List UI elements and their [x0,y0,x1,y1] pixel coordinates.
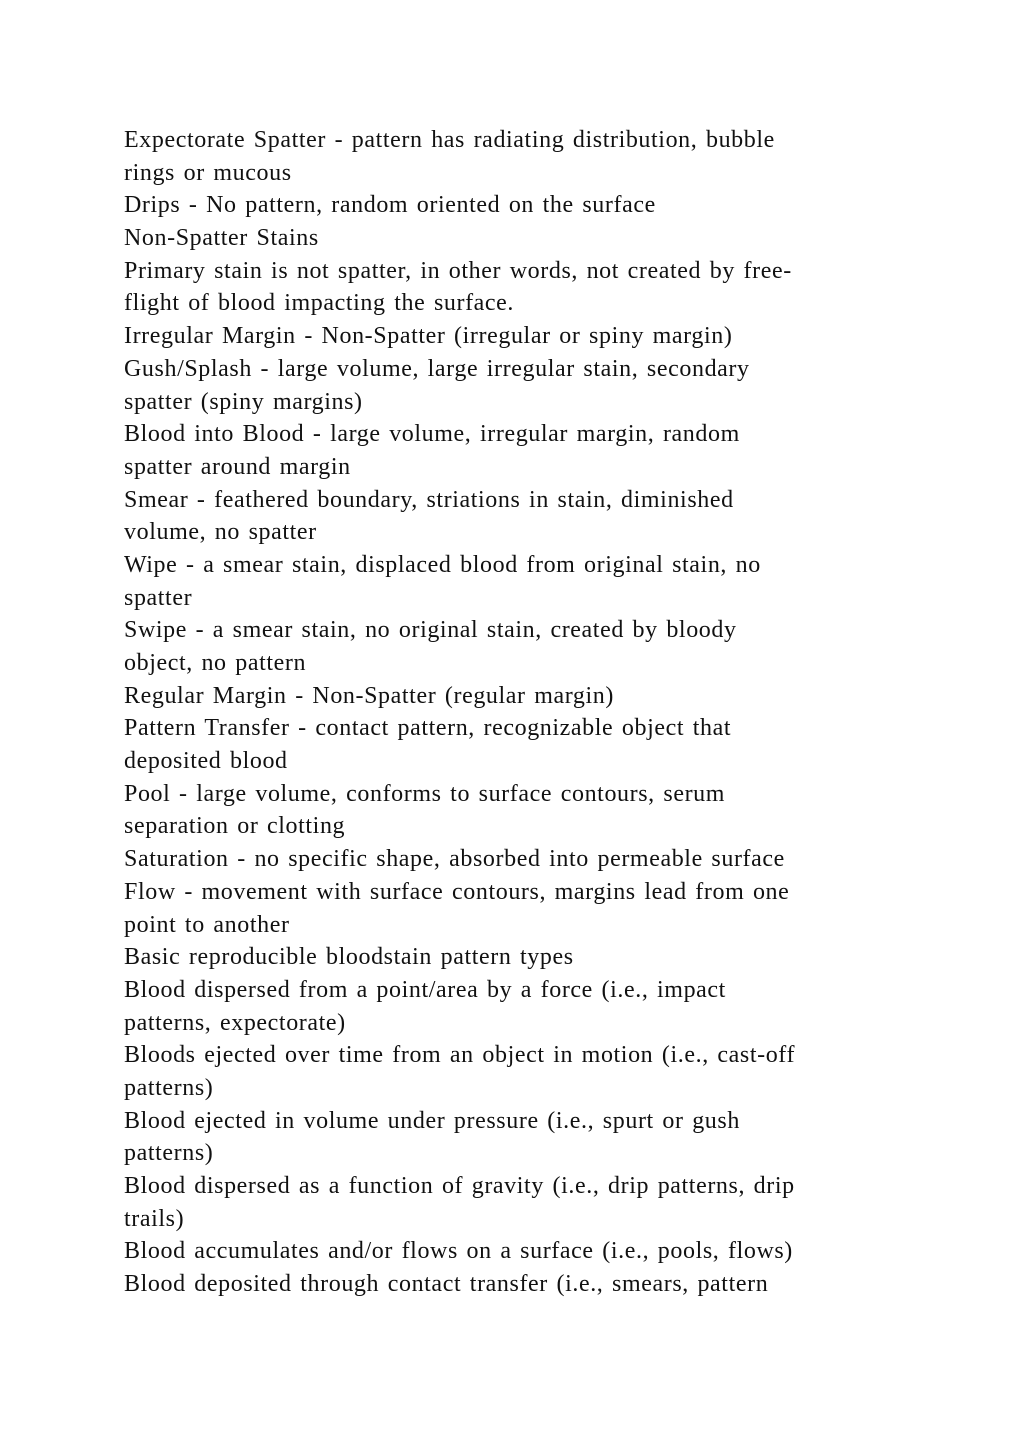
text-line: Regular Margin - Non-Spatter (regular margin) [124,682,614,709]
text-line: Wipe - a smear stain, displaced blood from original stain, no [124,551,761,578]
text-line: spatter [124,584,193,611]
text-line: Blood deposited through contact transfer (i.e., smears, pattern [124,1271,769,1298]
text-line: Swipe - a smear stain, no original stain, created by bloody [124,617,737,644]
text-line: volume, no spatter [124,519,317,546]
text-line: Primary stain is not spatter, in other words, not created by free- [124,257,792,284]
text-line: rings or mucous [124,159,292,186]
text-line: Flow - movement with surface contours, margins lead from one [124,878,790,905]
text-line: patterns, expectorate) [124,1009,346,1036]
text-line: trails) [124,1205,185,1232]
text-line: Pool - large volume, conforms to surface contours, serum [124,780,726,807]
section-heading: Basic reproducible bloodstain pattern types [124,944,574,971]
text-line: spatter around margin [124,453,351,480]
section-heading: Non-Spatter Stains [124,225,319,252]
text-line: separation or clotting [124,813,346,840]
text-line: spatter (spiny margins) [124,388,363,415]
text-line: Smear - feathered boundary, striations in stain, diminished [124,486,734,513]
document-body [124,124,904,1301]
text-line: patterns) [124,1140,214,1167]
text-line: Saturation - no specific shape, absorbed into permeable surface [124,846,785,873]
text-line: Blood dispersed from a point/area by a force (i.e., impact [124,976,726,1003]
text-line: Bloods ejected over time from an object in motion (i.e., cast-off [124,1042,796,1069]
text-line: Gush/Splash - large volume, large irregular stain, secondary [124,355,750,382]
text-line: Blood into Blood - large volume, irregular margin, random [124,421,740,448]
text-line: Pattern Transfer - contact pattern, recognizable object that [124,715,732,742]
text-line: Drips - No pattern, random oriented on the surface [124,192,656,219]
text-line: deposited blood [124,748,288,775]
text-line: Irregular Margin - Non-Spatter (irregular or spiny margin) [124,323,733,350]
text-line: Blood dispersed as a function of gravity (i.e., drip patterns, drip [124,1173,795,1199]
text-line: flight of blood impacting the surface. [124,290,515,317]
text-line: Expectorate Spatter - pattern has radiating distribution, bubble [124,127,775,153]
text-line: patterns) [124,1074,214,1101]
text-line: object, no pattern [124,650,307,676]
text-line: Blood accumulates and/or flows on a surface (i.e., pools, flows) [124,1238,793,1265]
text-line: Blood ejected in volume under pressure (i.e., spurt or gush [124,1107,740,1134]
text-line: point to another [124,911,290,938]
